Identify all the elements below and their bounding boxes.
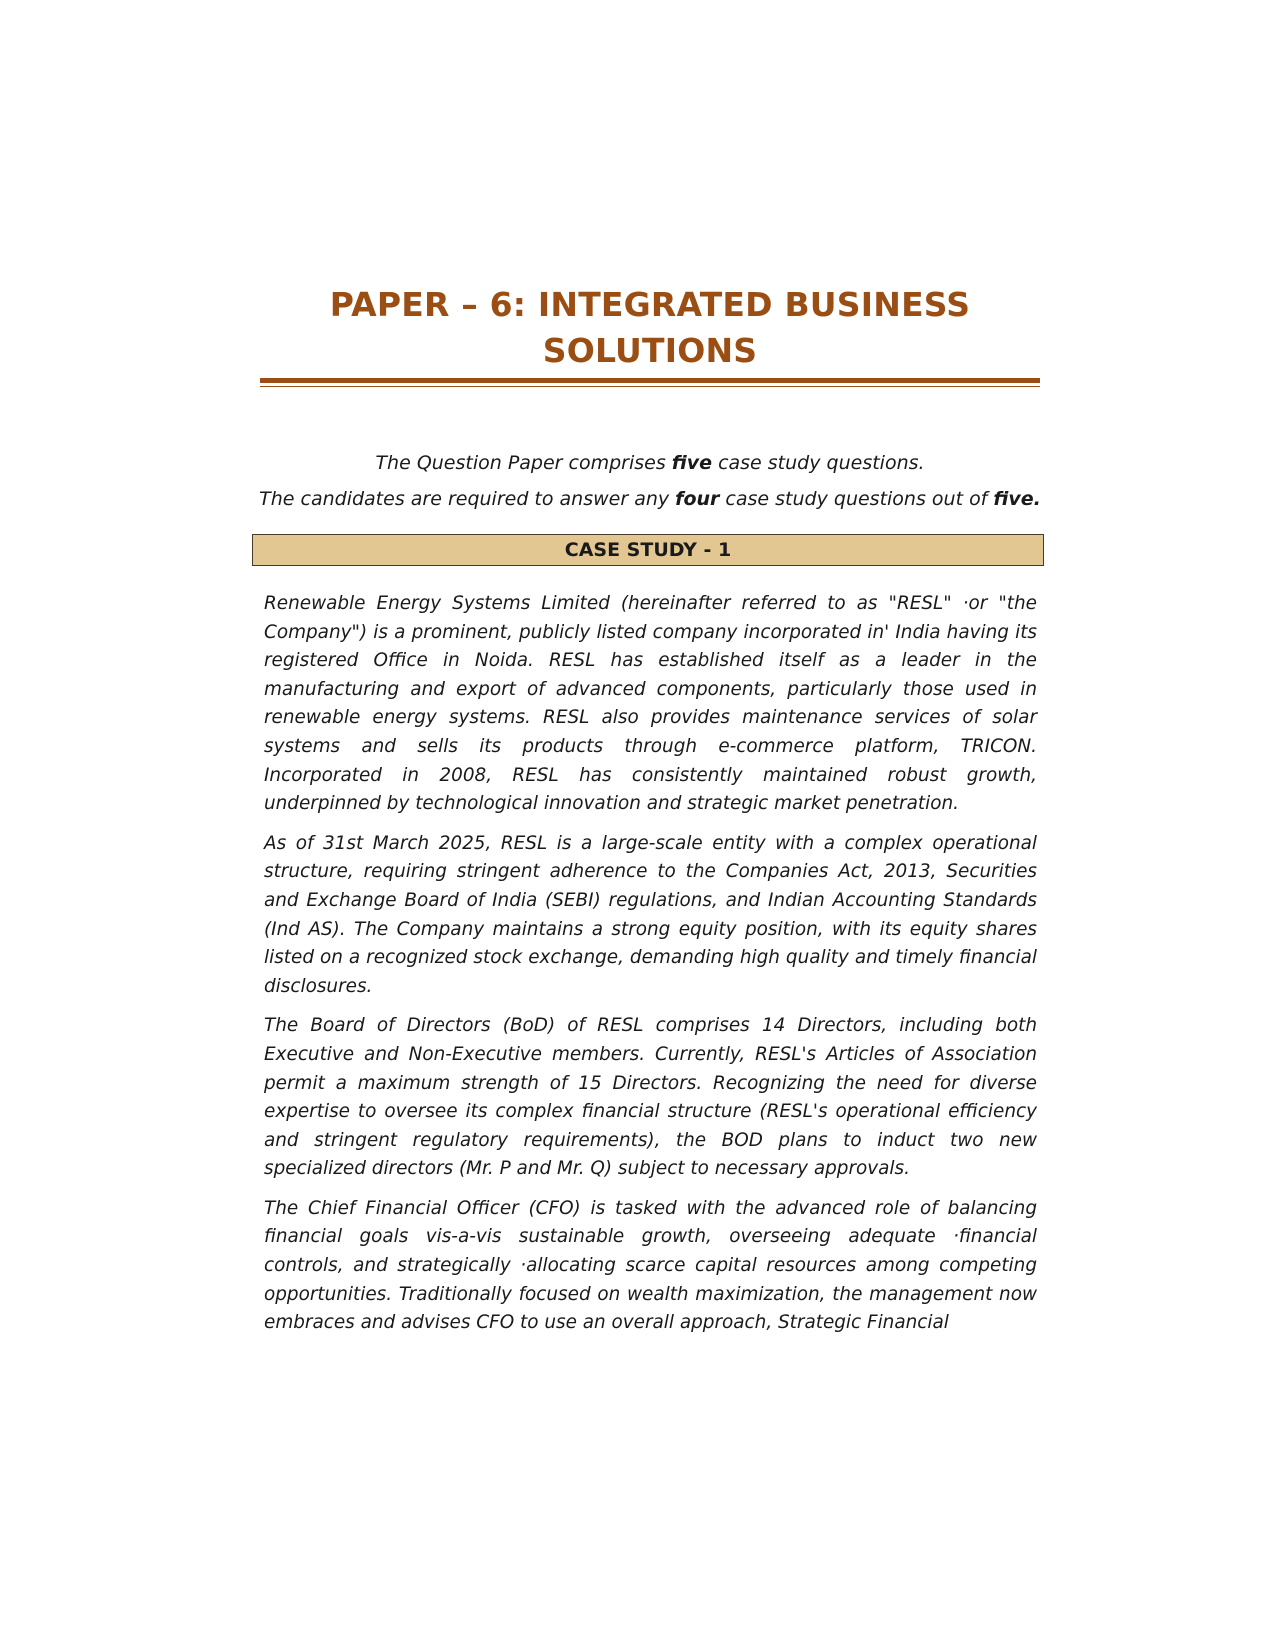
case-study-heading: CASE STUDY - 1 bbox=[252, 534, 1044, 566]
case-study-paragraph-4: The Chief Financial Officer (CFO) is tasked with the advanced role of balancing financial goals vis-a-vis sustainable growth, overseeing adequate ·financial controls, and strategically ·allocating scarce capital resources among competing opportunities. Traditionally focused on wealth maximization, the management now embraces and advises CFO to use an overall approach, Strategic Financial bbox=[264, 1197, 1037, 1334]
instruction-line-2 bbox=[200, 481, 1100, 517]
paper-title bbox=[260, 282, 1040, 374]
instruction-line-2-middle: case study questions out of bbox=[719, 488, 994, 510]
instruction-line-1 bbox=[200, 445, 1100, 481]
case-study-paragraph-1: Renewable Energy Systems Limited (hereinafter referred to as "RESL" ·or "the Company") is a prominent, publicly listed company incorporated in' India having its registered Office in Noida. RESL has established itself as a leader in the manufacturing and export of advanced components, particularly those used in renewable energy systems. RESL also provides maintenance services of solar systems and sells its products through e-commerce platform, TRICON. Incorporated in 2008, RESL has consistently maintained robust growth, underpinned by technological innovation and strategic market penetration. bbox=[264, 593, 1037, 815]
exam-instructions bbox=[200, 445, 1100, 517]
title-underline-thick bbox=[260, 378, 1040, 383]
paper-title-line-1: PAPER – 6: INTEGRATED BUSINESS bbox=[329, 285, 971, 324]
case-study-paragraph-3: The Board of Directors (BoD) of RESL comprises 14 Directors, including both Executive and Non-Executive members. Currently, RESL's Articles of Association permit a maximum strength of 15 Directors. Recognizing the need for diverse expertise to oversee its complex financial structure (RESL's operational efficiency and stringent regulatory requirements), the BOD plans to induct two new specialized directors (Mr. P and Mr. Q) subject to necessary approvals. bbox=[264, 1015, 1037, 1180]
instruction-line-2-text: The candidates are required to answer any bbox=[259, 488, 676, 510]
paper-title-line-2: SOLUTIONS bbox=[542, 331, 758, 370]
instruction-line-1-text: The Question Paper comprises bbox=[375, 452, 672, 474]
instruction-line-2-emphasis-1: four bbox=[675, 488, 720, 510]
title-underline-thin bbox=[260, 386, 1040, 387]
case-study-body bbox=[264, 590, 1037, 1349]
instruction-line-1-emphasis: five bbox=[671, 452, 713, 474]
instruction-line-2-emphasis-2: five. bbox=[993, 488, 1041, 510]
case-study-paragraph-2: As of 31st March 2025, RESL is a large-scale entity with a complex operational structure, requiring stringent adherence to the Companies Act, 2013, Securities and Exchange Board of India (SEBI) regulations, and Indian Accounting Standards (Ind AS). The Company maintains a strong equity position, with its equity shares listed on a recognized stock exchange, demanding high quality and timely financial disclosures. bbox=[264, 832, 1037, 997]
instruction-line-1-tail: case study questions. bbox=[712, 452, 925, 474]
